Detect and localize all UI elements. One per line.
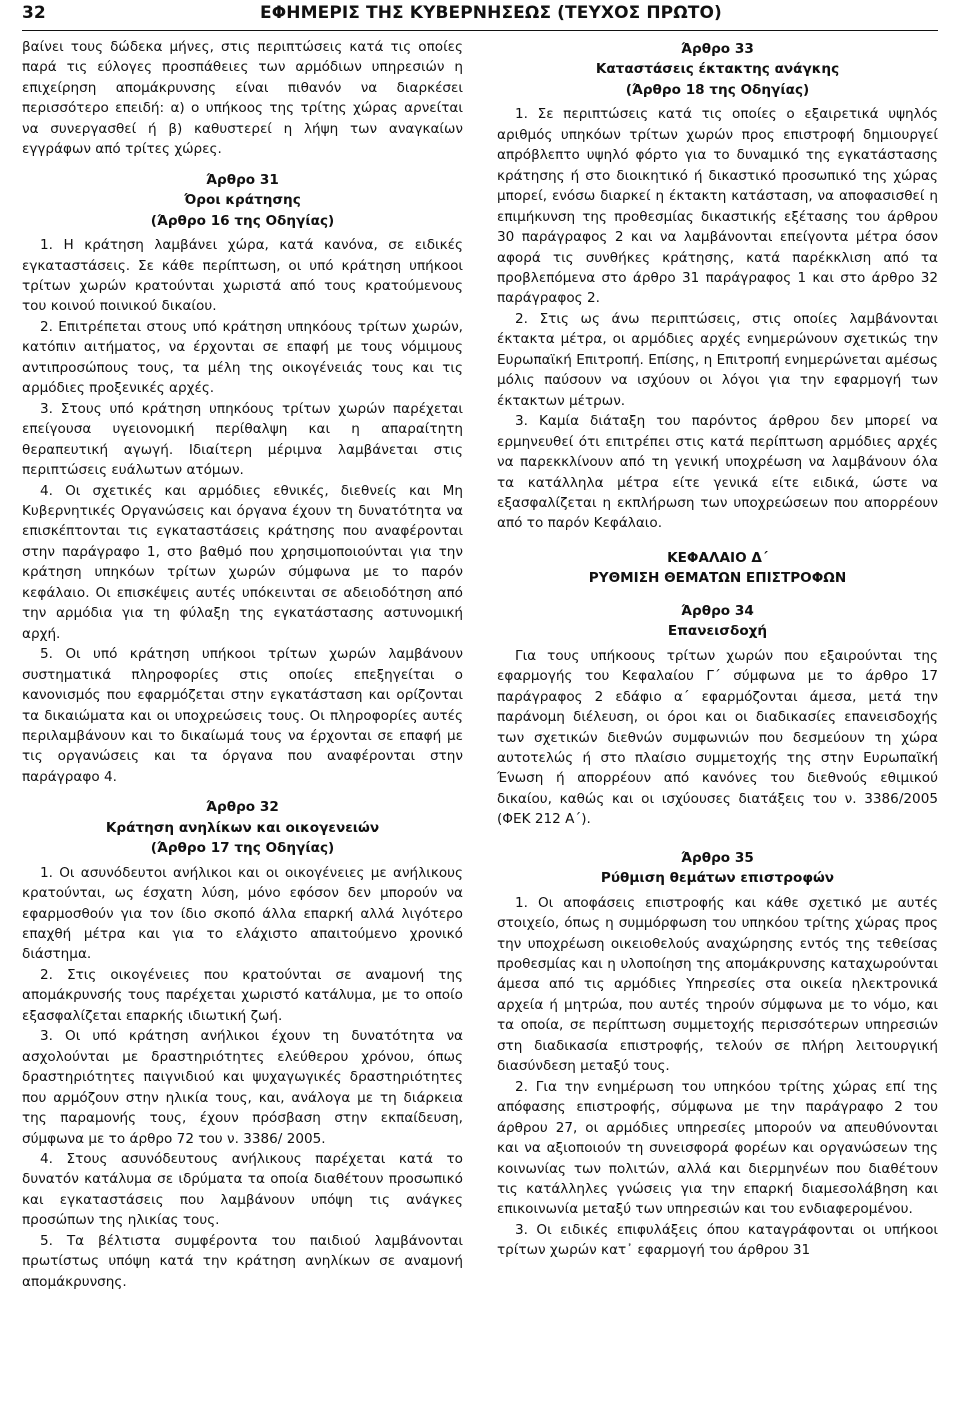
article-reference: (Άρθρο 17 της Οδηγίας) [150, 840, 335, 857]
paragraph: 2. Για την ενημέρωση του υπηκόου τρίτης χώρας επί της απόφασης επιστροφής, σύμφωνα με την παράγραφο 2 του άρθρου 27, οι αρμόδιες υπηρεσίες μπορούν να απευθύνονται και να αξιοποιούν τη συνεισφορά φορέων και οργανώσεων της κοινωνίας των πολιτών, αλλά και διερμηνέων που διαθέτουν τις κατάλληλες γνώσεις για την επαρκή διαμεσολάβηση και επικοινωνία μεταξύ των υπηρεσιών και του ενδιαφερομένου. [497, 1078, 938, 1218]
paragraph: 1. Σε περιπτώσεις κατά τις οποίες ο εξαιρετικά υψηλός αριθμός υπηκόων τρίτων χωρών προς επιστροφή δημιουργεί απρόβλεπτο υψηλό φόρτο για το δυναμικό της εγκατάστασης κράτησης ή στο διοικητικό ή δικαστικό προσωπικό της χώρας μπορεί, ενόσω διαρκεί η έκτακτη κατάσταση, να αποφασισθεί η επιμήκυνση της προθεσμίας δικαστικής εξέτασης του άρθρου 30 παράγραφος 2 και να λαμβάνονται επείγοντα μέτρα όσον αφορά τις συνθήκες κράτησης, κατά παρέκκλιση από τα προβλεπόμενα στο άρθρο 31 παράγραφος 1 και στο άρθρο 32 παράγραφος 2. [497, 106, 938, 307]
article-number: Άρθρο 32 [206, 799, 279, 816]
paragraph: 4. Στους ασυνόδευτους ανήλικους παρέχεται κατά το δυνατόν κατάλυμα σε ιδρύματα τα οποία διαθέτουν προσωπικό και εγκαταστάσεις που λαμβάνουν υπόψη τις ανάγκες προσώπων της ηλικίας τους. [22, 1151, 463, 1229]
article-reference: (Άρθρο 16 της Οδηγίας) [150, 212, 335, 229]
page-number: 32 [22, 3, 46, 23]
page-header [22, 0, 938, 31]
article-31-heading [22, 170, 463, 231]
paragraph: 5. Οι υπό κράτηση υπήκοοι τρίτων χωρών λαμβάνουν συστηματικά πληροφορίες στις οποίες επεξηγείται ο κανονισμός που εφαρμόζεται στην εγκατάσταση και ορίζονται τα δικαιώματα και οι υποχρεώσεις τους. Οι πληροφορίες αυτές περιλαμβάνουν και το δικαίωμά τους να έρχονται σε επαφή με τις οργανώσεις και τα όργανα που αναφέρονται στην παράγραφο 4. [22, 646, 463, 785]
paragraph: 2. Επιτρέπεται στους υπό κράτηση υπηκόους τρίτων χωρών, κατόπιν αιτήματος, να έρχονται σε επαφή με τους νόμιμους αντιπροσώπους τους, τα μέλη της οικογένειάς τους και τις αρμόδιες προξενικές αρχές. [22, 318, 463, 397]
article-title: Ρύθμιση θεμάτων επιστροφών [600, 870, 835, 887]
paragraph: Για τους υπήκοους τρίτων χωρών που εξαιρούνται της εφαρμογής του Κεφαλαίου Γ΄ σύμφωνα με το άρθρο 17 παράγραφος 2 εδάφιο α΄ εφαρμόζονται άμεσα, μετά την παράνομη διέλευση, οι όροι και οι διαδικασίες επανεισδοχής των σχετικών διεθνών συμφωνιών που δεσμεύουν τη χώρα αυτοτελώς ή στο πλαίσιο συμμετοχής της στην Ευρωπαϊκή Ένωση ή απορρέουν από κανόνες του διεθνούς εθιμικού δικαίου, καθώς και οι ισχύουσες διατάξεις του ν. 3386/2005 (ΦΕΚ 212 Α΄). [497, 647, 938, 828]
paragraph-continuation: βαίνει τους δώδεκα μήνες, στις περιπτώσεις κατά τις οποίες παρά τις εύλογες προσπάθειες των αρμόδιων υπηρεσιών η επιχείρηση απομάκρυνσης είναι πιθανόν να διαρκέσει περισσότερο επειδή: α) ο υπήκοος της τρίτης χώρας αρνείται να συνεργασθεί ή β) καθυστερεί η λήψη των αναγκαίων εγγράφων από τρίτες χώρες. [22, 39, 463, 158]
article-32-heading [22, 797, 463, 858]
article-number: Άρθρο 31 [206, 171, 279, 188]
paragraph: 3. Οι ειδικές επιφυλάξεις όπου καταγράφονται οι υπήκοοι τρίτων χωρών κατ᾽ εφαρμογή του άρθρου 31 [497, 1221, 938, 1259]
right-column [497, 37, 938, 1292]
paragraph: 3. Στους υπό κράτηση υπηκόους τρίτων χωρών παρέχεται επείγουσα υγειονομική περίθαλψη και η απαραίτητη θεραπευτική αγωγή. Ιδιαίτερη μέριμνα λαμβάνεται στις περιπτώσεις ευάλωτων ατόμων. [22, 400, 463, 479]
paragraph: 3. Οι υπό κράτηση ανήλικοι έχουν τη δυνατότητα να ασχολούνται με δραστηριότητες ελεύθερου χρόνου, όπως δραστηριότητες παιγνιδιού και ψυχαγωγικές δραστηριότητες που αρμόζουν στην ηλικία τους, και, ανάλογα με τη διάρκεια της παραμονής τους, έχουν πρόσβαση στην εκπαίδευση, σύμφωνα με το άρθρο 72 του ν. 3386/ 2005. [22, 1028, 463, 1147]
chapter-label: ΚΕΦΑΛΑΙΟ Δ΄ [667, 549, 768, 566]
paragraph: 5. Τα βέλτιστα συμφέροντα του παιδιού λαμβάνονται πρωτίστως υπόψη κατά την κράτηση ανηλίκων σε αναμονή απομάκρυνσης. [22, 1232, 463, 1290]
article-34-heading [497, 601, 938, 642]
paragraph: 3. Καμία διάταξη του παρόντος άρθρου δεν μπορεί να ερμηνευθεί ότι επιτρέπει στις κατά περίπτωση αρμόδιες αρχές να παρεκκλίνουν από τη γενική υποχρέωση να λαμβάνουν όλα τα κατάλληλα μέτρα είτε γενικά είτε ειδικά, ώστε να εξασφαλίζεται η εκπλήρωση των υποχρεώσεων που απορρέουν από το παρόν Κεφάλαιο. [497, 413, 938, 532]
article-title: Επανεισδοχή [667, 623, 768, 640]
running-title: ΕΦΗΜΕΡΙΣ ΤΗΣ ΚΥΒΕΡΝΗΣΕΩΣ (ΤΕΥΧΟΣ ΠΡΩΤΟ) [260, 3, 722, 23]
paragraph: 2. Στις ως άνω περιπτώσεις, στις οποίες λαμβάνονται έκτακτα μέτρα, οι αρμόδιες αρχές ενημερώνουν σχετικώς την Ευρωπαϊκή Επιτροπή. Επίσης, η Επιτροπή ενημερώνεται αμέσως μόλις παύσουν να ισχύουν οι λόγοι για την εφαρμογή των έκτακτων μέτρων. [497, 310, 938, 409]
article-35-heading [497, 848, 938, 889]
paragraph: 2. Στις οικογένειες που κρατούνται σε αναμονή της απομάκρυνσής τους παρέχεται χωριστό κατάλυμα, με το οποίο εξασφαλίζεται επαρκής ιδιωτική ζωή. [22, 966, 463, 1024]
article-number: Άρθρο 34 [681, 602, 754, 619]
paragraph: 1. Οι αποφάσεις επιστροφής και κάθε σχετικό με αυτές στοιχείο, όπως η συμμόρφωση του υπηκόου τρίτης χώρας προς την υποχρέωση οικειοθελούς αναχώρησης εντός της τεθείσας προθεσμίας και η υλοποίηση της απομάκρυνσης καταχωρούνται άμεσα από τις αρμόδιες Υπηρεσίες στα οικεία ηλεκτρονικά αρχεία ή μητρώα, που αυτές τηρούν σύμφωνα με το νόμο, και τα οποία, σε περίπτωση συμμετοχής περισσότερων υπηρεσιών στη διαδικασία επιστροφής, τελούν σε πλήρη λειτουργική διασύνδεση μεταξύ τους. [497, 894, 938, 1075]
left-column [22, 37, 463, 1292]
paragraph: 4. Οι σχετικές και αρμόδιες εθνικές, διεθνείς και Μη Κυβερνητικές Οργανώσεις και όργανα έχουν τη δυνατότητα να επισκέπτονται τις εγκαταστάσεις κράτησης που αναφέρονται στην παράγραφο 1, στο βαθμό που χρησιμοποιούνται για την κράτηση υπηκόων τρίτων χωρών σύμφωνα με το παρόν κεφάλαιο. Οι επισκέψεις αυτές υπόκεινται σε αδειοδότηση από την αρμόδια για τη φύλαξη της εγκατάστασης αστυνομική αρχή. [22, 482, 463, 642]
chapter-title: ΡΥΘΜΙΣΗ ΘΕΜΑΤΩΝ ΕΠΙΣΤΡΟΦΩΝ [588, 570, 847, 587]
article-title: Όροι κράτησης [184, 192, 301, 209]
article-reference: (Άρθρο 18 της Οδηγίας) [625, 81, 810, 98]
paragraph: 1. Οι ασυνόδευτοι ανήλικοι και οι οικογένειες με ανήλικους κρατούνται, ως έσχατη λύση, μόνο εφόσον δεν μπορούν να εφαρμοσθούν για τον ίδιο σκοπό άλλα επαρκή αλλά λιγότερο επαχθή μέτρα και για το ελάχιστο απαιτούμενο χρονικό διάστημα. [22, 864, 463, 963]
chapter-heading [497, 548, 938, 589]
article-number: Άρθρο 33 [681, 41, 754, 57]
article-title: Καταστάσεις έκτακτης ανάγκης [595, 61, 840, 78]
paragraph: 1. Η κράτηση λαμβάνει χώρα, κατά κανόνα, σε ειδικές εγκαταστάσεις. Σε κάθε περίπτωση, οι υπό κράτηση υπήκοοι τρίτων χωρών κρατούνται χωριστά από τους κρατούμενους του κοινού ποινικού δικαίου. [22, 237, 463, 315]
text-columns [22, 37, 938, 1292]
article-title: Κράτηση ανηλίκων και οικογενειών [105, 819, 380, 836]
article-33-heading [497, 39, 938, 100]
article-number: Άρθρο 35 [681, 849, 754, 866]
